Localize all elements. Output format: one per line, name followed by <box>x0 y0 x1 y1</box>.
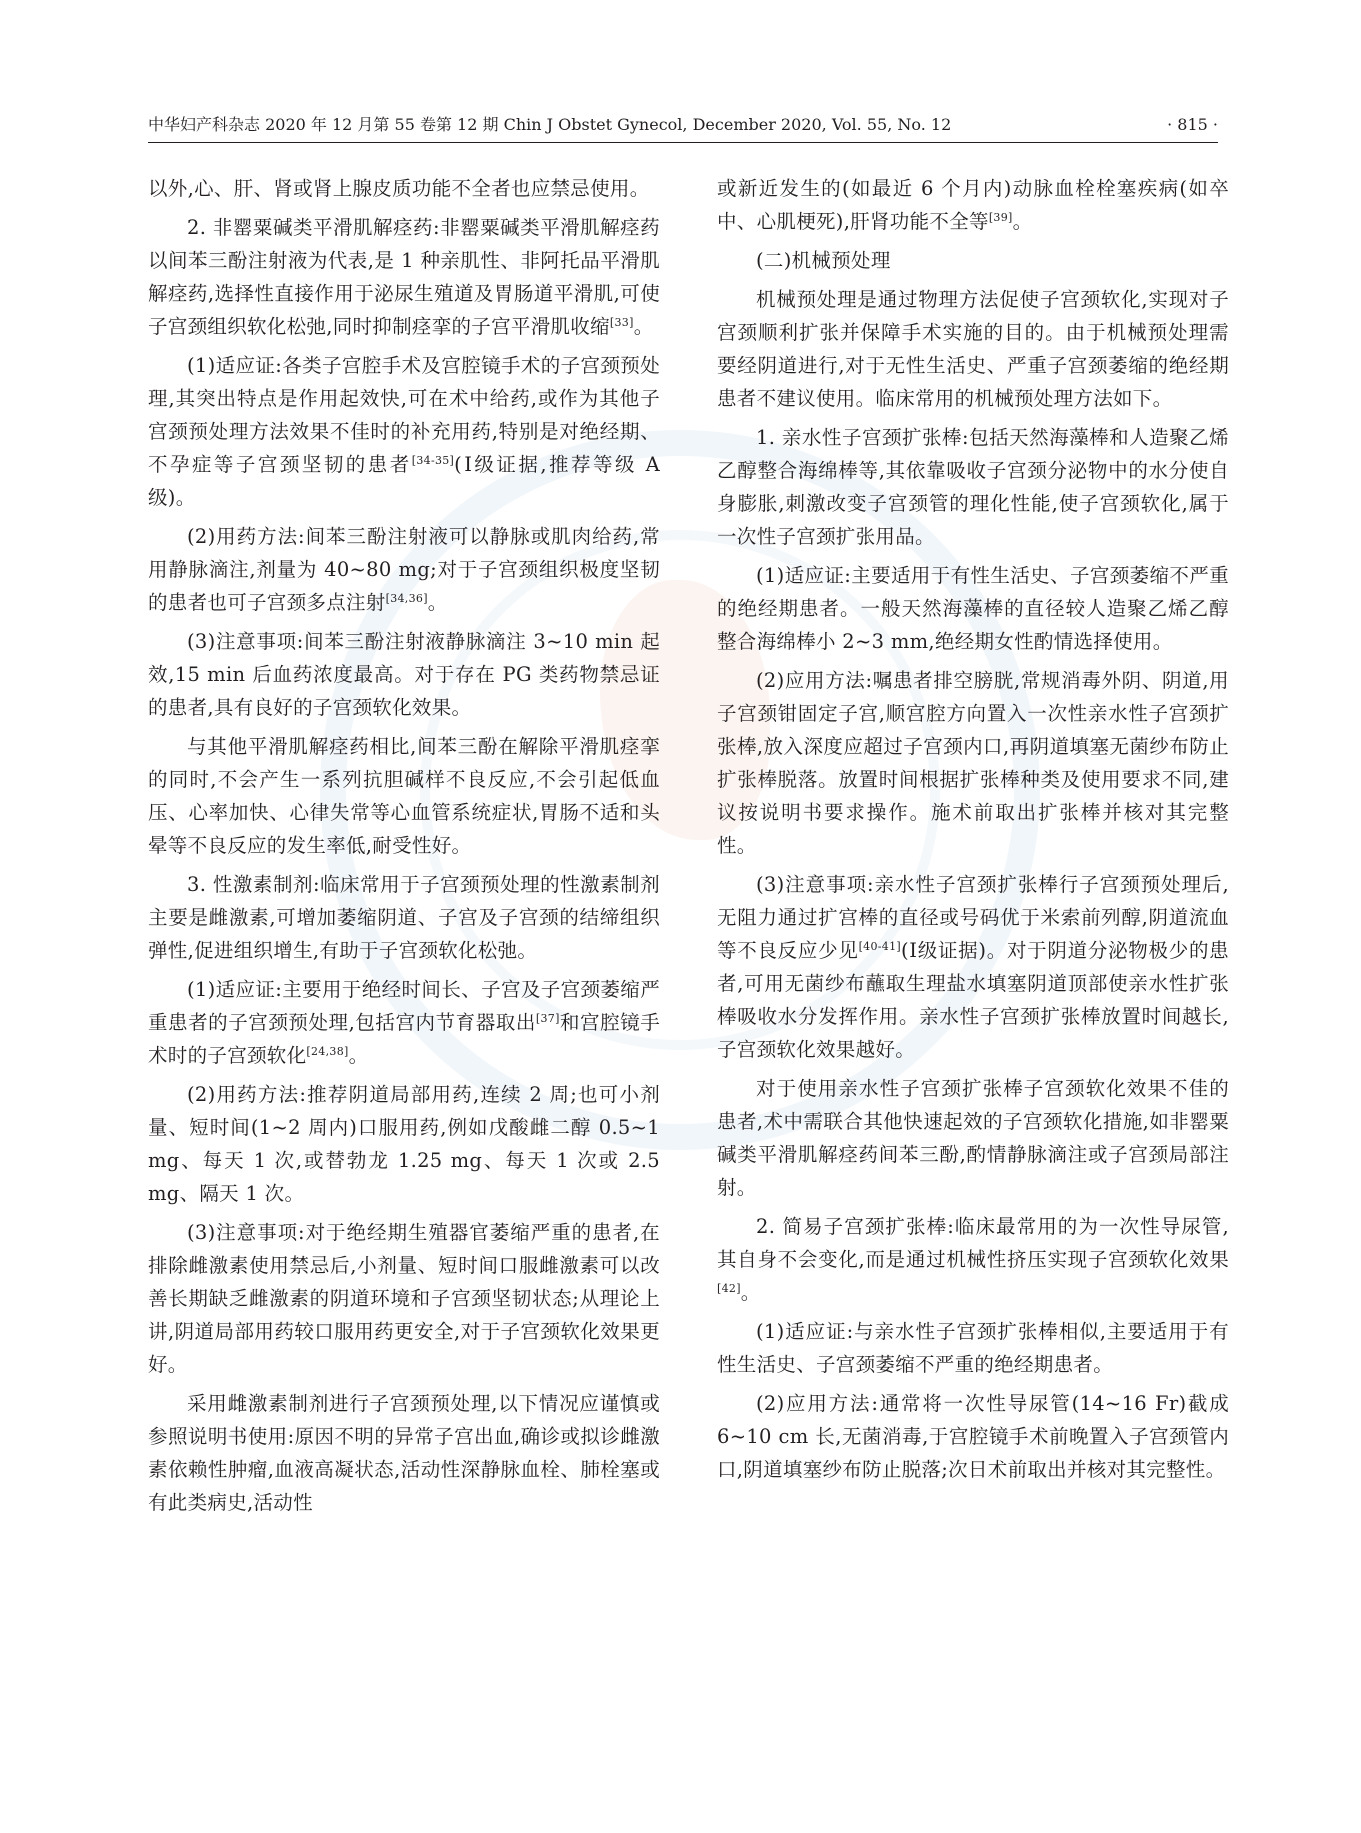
citation-ref: [40-41] <box>858 940 901 953</box>
paragraph-text: (1)适应证:主要用于绝经时间长、子宫及子宫颈萎缩严重患者的子宫颈预处理,包括宫内节育器取出 <box>148 978 660 1034</box>
paragraph <box>148 1078 660 1210</box>
citation-ref: [42] <box>717 1282 741 1295</box>
paragraph-text: 与其他平滑肌解痉药相比,间苯三酚在解除平滑肌痉挛的同时,不会产生一系列抗胆碱样不良反应,不会引起低血压、心率加快、心律失常等心血管系统症状,胃肠不适和头晕等不良反应的发生率低,耐受性好。 <box>148 735 660 857</box>
paragraph-text: (3)注意事项:对于绝经期生殖器官萎缩严重的患者,在排除雌激素使用禁忌后,小剂量、短时间口服雌激素可以改善长期缺乏雌激素的阴道环境和子宫颈坚韧状态;从理论上讲,阴道局部用药较口服用药更安全,对于子宫颈软化效果更好。 <box>148 1221 660 1376</box>
paragraph-text: (Ⅰ级证据)。对于阴道分泌物极少的患者,可用无菌纱布蘸取生理盐水填塞阴道顶部使亲水性扩张棒吸收水分发挥作用。亲水性子宫颈扩张棒放置时间越长,子宫颈软化效果越好。 <box>717 939 1229 1061</box>
paragraph <box>717 1315 1229 1381</box>
paragraph <box>148 868 660 967</box>
citation-ref: [33] <box>609 316 634 329</box>
paragraph <box>148 520 660 619</box>
paragraph-text: 或新近发生的(如最近 6 个月内)动脉血栓栓塞疾病(如卒中、心肌梗死),肝肾功能不全等 <box>717 177 1229 233</box>
paragraph <box>148 625 660 724</box>
citation-ref: [39] <box>988 211 1013 224</box>
citation-ref: [24,38] <box>306 1045 349 1058</box>
paragraph <box>148 211 660 343</box>
paragraph-text: 。 <box>740 1281 761 1304</box>
paragraph-text: 2. 简易子宫颈扩张棒:临床最常用的为一次性导尿管,其自身不会变化,而是通过机械性挤压实现子宫颈软化效果 <box>717 1215 1229 1271</box>
right-column <box>717 172 1229 1492</box>
paragraph-text: 对于使用亲水性子宫颈扩张棒子宫颈软化效果不佳的患者,术中需联合其他快速起效的子宫颈软化措施,如非罂粟碱类平滑肌解痉药间苯三酚,酌情静脉滴注或子宫颈局部注射。 <box>717 1077 1229 1199</box>
paragraph-text: (Ⅰ级证据,推荐等级 A 级)。 <box>148 453 661 509</box>
paragraph <box>717 868 1229 1066</box>
paragraph-text: 机械预处理是通过物理方法促使子宫颈软化,实现对子宫颈顺利扩张并保障手术实施的目的。由于机械预处理需要经阴道进行,对于无性生活史、严重子宫颈萎缩的绝经期患者不建议使用。临床常用的机械预处理方法如下。 <box>717 288 1229 410</box>
paragraph-text: 。 <box>1012 210 1033 233</box>
citation-ref: [37] <box>535 1012 560 1025</box>
paragraph <box>148 1387 660 1519</box>
paragraph <box>148 172 660 205</box>
paragraph-text: (3)注意事项:间苯三酚注射液静脉滴注 3~10 min 起效,15 min 后血药浓度最高。对于存在 PG 类药物禁忌证的患者,具有良好的子宫颈软化效果。 <box>148 630 660 719</box>
paragraph-text: (2)应用方法:通常将一次性导尿管(14~16 Fr)截成 6~10 cm 长,无菌消毒,于宫腔镜手术前晚置入子宫颈管内口,阴道填塞纱布防止脱落;次日术前取出并核对其完整性。 <box>717 1392 1229 1481</box>
citation-ref: [34-35] <box>411 454 455 467</box>
paragraph-text: 和宫腔镜手术时的子宫颈软化 <box>148 1011 660 1067</box>
paragraph <box>148 349 660 514</box>
paragraph <box>717 283 1229 415</box>
paragraph <box>717 172 1229 238</box>
paragraph <box>717 421 1229 553</box>
paragraph-text: (二)机械预处理 <box>756 249 891 272</box>
paragraph-text: 1. 亲水性子宫颈扩张棒:包括天然海藻棒和人造聚乙烯乙醇整合海绵棒等,其依靠吸收子宫颈分泌物中的水分使自身膨胀,刺激改变子宫颈管的理化性能,使子宫颈软化,属于一次性子宫颈扩张用品。 <box>717 426 1229 548</box>
paragraph-text: (2)应用方法:嘱患者排空膀胱,常规消毒外阴、阴道,用子宫颈钳固定子宫,顺宫腔方向置入一次性亲水性子宫颈扩张棒,放入深度应超过子宫颈内口,再阴道填塞无菌纱布防止扩张棒脱落。放置时间根据扩张棒种类及使用要求不同,建议按说明书要求操作。施术前取出扩张棒并核对其完整性。 <box>717 669 1229 857</box>
page-number: · 815 · <box>1167 115 1218 134</box>
paragraph-text: 采用雌激素制剂进行子宫颈预处理,以下情况应谨慎或参照说明书使用:原因不明的异常子宫出血,确诊或拟诊雌激素依赖性肿瘤,血液高凝状态,活动性深静脉血栓、肺栓塞或有此类病史,活动性 <box>148 1392 660 1514</box>
citation-ref: [34,36] <box>385 592 428 605</box>
paragraph <box>717 1072 1229 1204</box>
running-header <box>148 110 1218 140</box>
left-column <box>148 172 660 1525</box>
paragraph-text: 以外,心、肝、肾或肾上腺皮质功能不全者也应禁忌使用。 <box>148 177 650 200</box>
paragraph <box>717 1210 1229 1309</box>
paragraph <box>717 664 1229 862</box>
paragraph <box>717 1387 1229 1486</box>
paragraph-text: 3. 性激素制剂:临床常用于子宫颈预处理的性激素制剂主要是雌激素,可增加萎缩阴道、子宫及子宫颈的结缔组织弹性,促进组织增生,有助于子宫颈软化松弛。 <box>148 873 660 962</box>
paragraph <box>148 973 660 1072</box>
paragraph <box>148 730 660 862</box>
paragraph-text: 。 <box>427 591 448 614</box>
header-rule <box>148 142 1218 143</box>
paragraph-text: 2. 非罂粟碱类平滑肌解痉药:非罂粟碱类平滑肌解痉药以间苯三酚注射液为代表,是 1 种亲肌性、非阿托品平滑肌解痉药,选择性直接作用于泌尿生殖道及胃肠道平滑肌,可使子宫颈组织软化松弛,同时抑制痉挛的子宫平滑肌收缩 <box>148 216 660 338</box>
paragraph-text: 。 <box>633 315 654 338</box>
paragraph <box>148 1216 660 1381</box>
journal-citation: 中华妇产科杂志 2020 年 12 月第 55 卷第 12 期 Chin J Obstet Gynecol, December 2020, Vol. 55, No. 12 <box>148 115 952 134</box>
paragraph-text: (2)用药方法:间苯三酚注射液可以静脉或肌肉给药,常用静脉滴注,剂量为 40~80 mg;对于子宫颈组织极度坚韧的患者也可子宫颈多点注射 <box>148 525 660 614</box>
paragraph-text: (1)适应证:与亲水性子宫颈扩张棒相似,主要适用于有性生活史、子宫颈萎缩不严重的绝经期患者。 <box>717 1320 1229 1376</box>
paragraph-text: 。 <box>348 1044 369 1067</box>
paragraph-text: (1)适应证:主要适用于有性生活史、子宫颈萎缩不严重的绝经期患者。一般天然海藻棒的直径较人造聚乙烯乙醇整合海绵棒小 2~3 mm,绝经期女性酌情选择使用。 <box>717 564 1229 653</box>
paragraph-text: (2)用药方法:推荐阴道局部用药,连续 2 周;也可小剂量、短时间(1~2 周内)口服用药,例如戊酸雌二醇 0.5~1 mg、每天 1 次,或替勃龙 1.25 mg、每天 1 次或 2.5 mg、隔天 1 次。 <box>148 1083 660 1205</box>
paragraph-text: (3)注意事项:亲水性子宫颈扩张棒行子宫颈预处理后,无阻力通过扩宫棒的直径或号码优于米索前列醇,阴道流血等不良反应少见 <box>717 873 1229 962</box>
paragraph-text: (1)适应证:各类子宫腔手术及宫腔镜手术的子宫颈预处理,其突出特点是作用起效快,可在术中给药,或作为其他子宫颈预处理方法效果不佳时的补充用药,特别是对绝经期、不孕症等子宫颈坚韧的患者 <box>148 354 660 476</box>
paragraph <box>717 559 1229 658</box>
paragraph <box>717 244 1229 277</box>
